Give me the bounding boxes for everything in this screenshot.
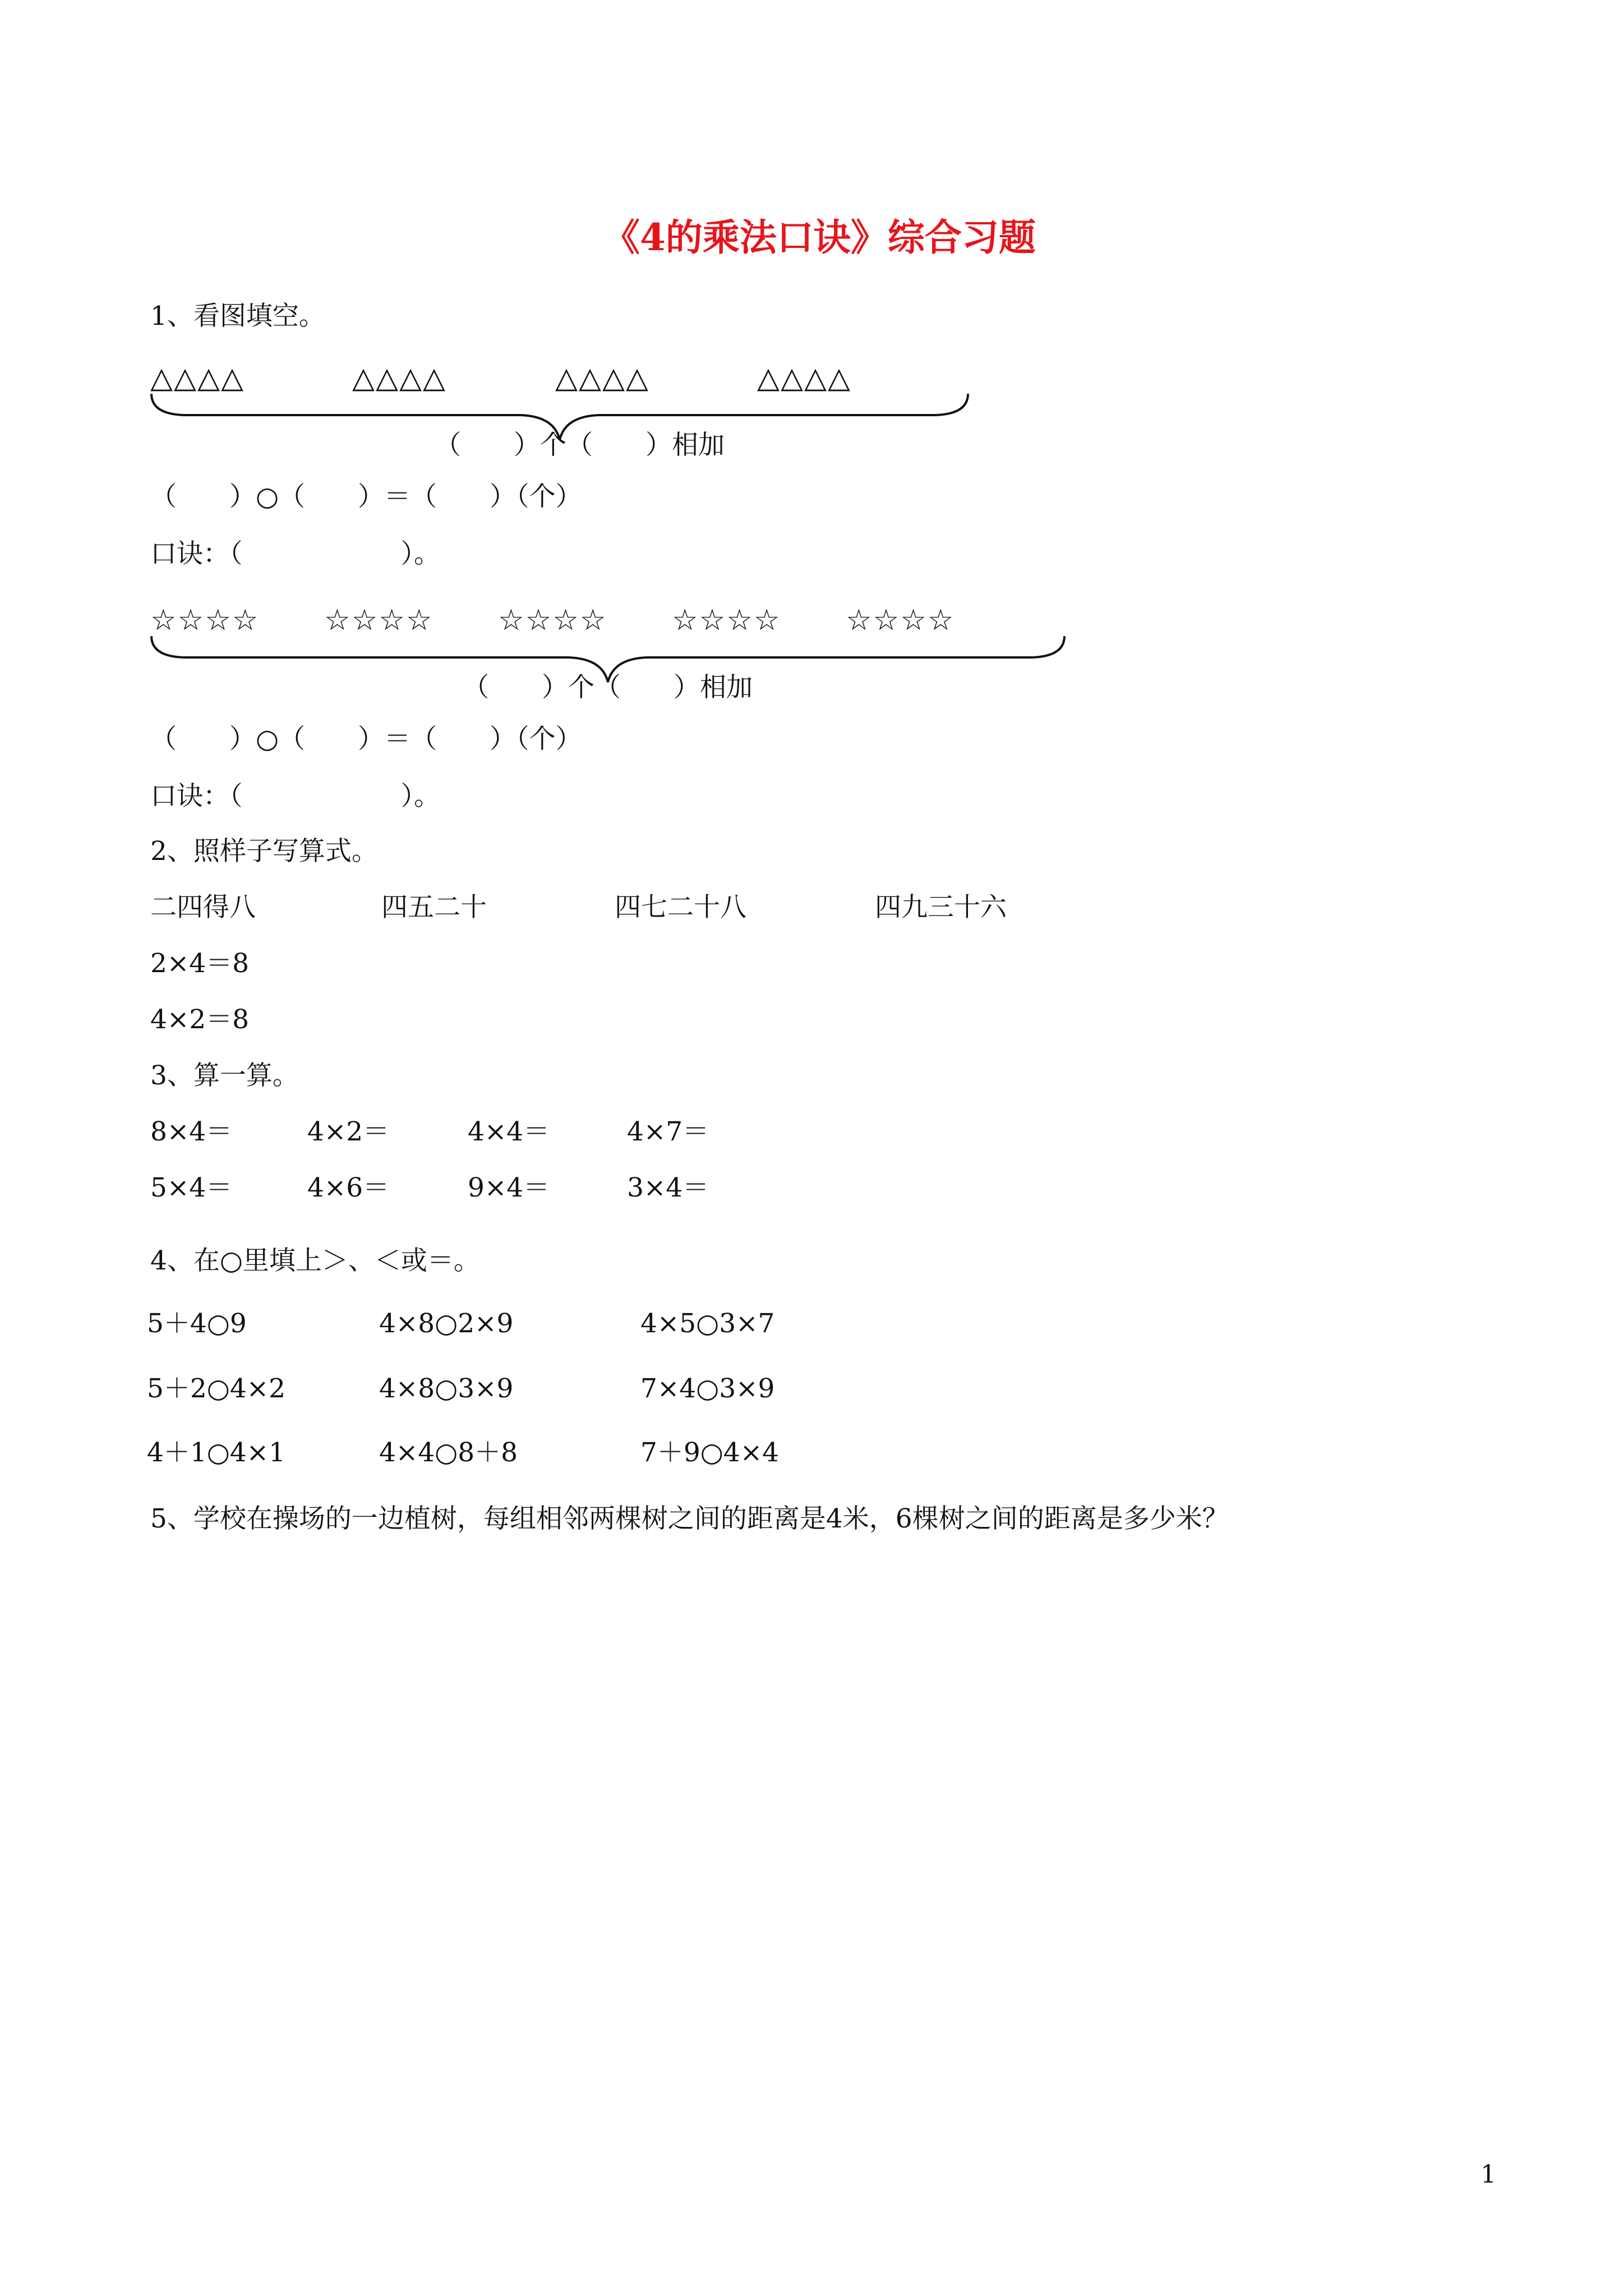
q3-problem-2-4: 3×4＝ <box>627 1172 709 1203</box>
q4-compare-3-3: 7＋9○4×4 <box>640 1437 780 1468</box>
q4-compare-2-1: 5＋2○4×2 <box>147 1373 286 1404</box>
triangle-group-3: △△△△ <box>555 361 649 395</box>
q4-compare-1-1: 5＋4○9 <box>147 1308 247 1339</box>
q3-heading: 3、算一算。 <box>150 1060 299 1091</box>
q4-compare-1-2: 4×8○2×9 <box>379 1308 514 1339</box>
q4-heading: 4、在○里填上＞、＜或＝。 <box>150 1245 480 1276</box>
q1-brace-label-2: （ ）个（ ）相加 <box>463 672 753 703</box>
q2-rhyme-1: 二四得八 <box>150 892 256 923</box>
q1-equation-1: （ ）○（ ）＝（ ）（个） <box>150 481 582 512</box>
q4-compare-3-2: 4×4○8＋8 <box>379 1437 518 1468</box>
q1-formula-2: 口诀：（ ）。 <box>150 781 440 812</box>
star-group-1: ☆☆☆☆ <box>150 604 260 637</box>
q4-compare-1-3: 4×5○3×7 <box>640 1308 775 1339</box>
triangle-group-4: △△△△ <box>757 361 851 395</box>
q3-problem-2-3: 9×4＝ <box>468 1172 550 1203</box>
q1-formula-1: 口诀：（ ）。 <box>150 539 440 569</box>
q3-problem-1-4: 4×7＝ <box>627 1116 709 1147</box>
q5-heading: 5、学校在操场的一边植树，每组相邻两棵树之间的距离是4米，6棵树之间的距离是多少米？ <box>150 1503 1229 1534</box>
triangle-group-1: △△△△ <box>150 361 245 395</box>
q1-equation-2: （ ）○（ ）＝（ ）（个） <box>150 724 582 754</box>
q3-problem-1-3: 4×4＝ <box>468 1116 550 1147</box>
star-group-5: ☆☆☆☆ <box>846 604 955 637</box>
q1-brace-label-1: （ ）个（ ）相加 <box>435 430 725 461</box>
q2-example-2: 4×2＝8 <box>150 1004 250 1035</box>
q2-heading: 2、照样子写算式。 <box>150 836 378 867</box>
star-group-4: ☆☆☆☆ <box>672 604 781 637</box>
q1-heading: 1、看图填空。 <box>150 301 325 332</box>
page-number: 1 <box>1481 2160 1496 2189</box>
q2-rhyme-2: 四五二十 <box>381 892 487 923</box>
q4-compare-2-2: 4×8○3×9 <box>379 1373 514 1404</box>
q3-problem-1-1: 8×4＝ <box>150 1116 233 1147</box>
q3-problem-2-2: 4×6＝ <box>307 1172 390 1203</box>
q2-example-1: 2×4＝8 <box>150 948 250 979</box>
q4-compare-3-1: 4＋1○4×1 <box>147 1437 286 1468</box>
q3-problem-2-1: 5×4＝ <box>150 1172 233 1203</box>
star-group-2: ☆☆☆☆ <box>324 604 434 637</box>
star-group-3: ☆☆☆☆ <box>498 604 607 637</box>
q4-compare-2-3: 7×4○3×9 <box>640 1373 775 1404</box>
triangle-group-2: △△△△ <box>352 361 446 395</box>
q2-rhyme-3: 四七二十八 <box>615 892 746 923</box>
page-title: 《4的乘法口诀》综合习题 <box>603 215 1036 259</box>
q2-rhyme-4: 四九三十六 <box>875 892 1007 923</box>
q3-problem-1-2: 4×2＝ <box>307 1116 390 1147</box>
